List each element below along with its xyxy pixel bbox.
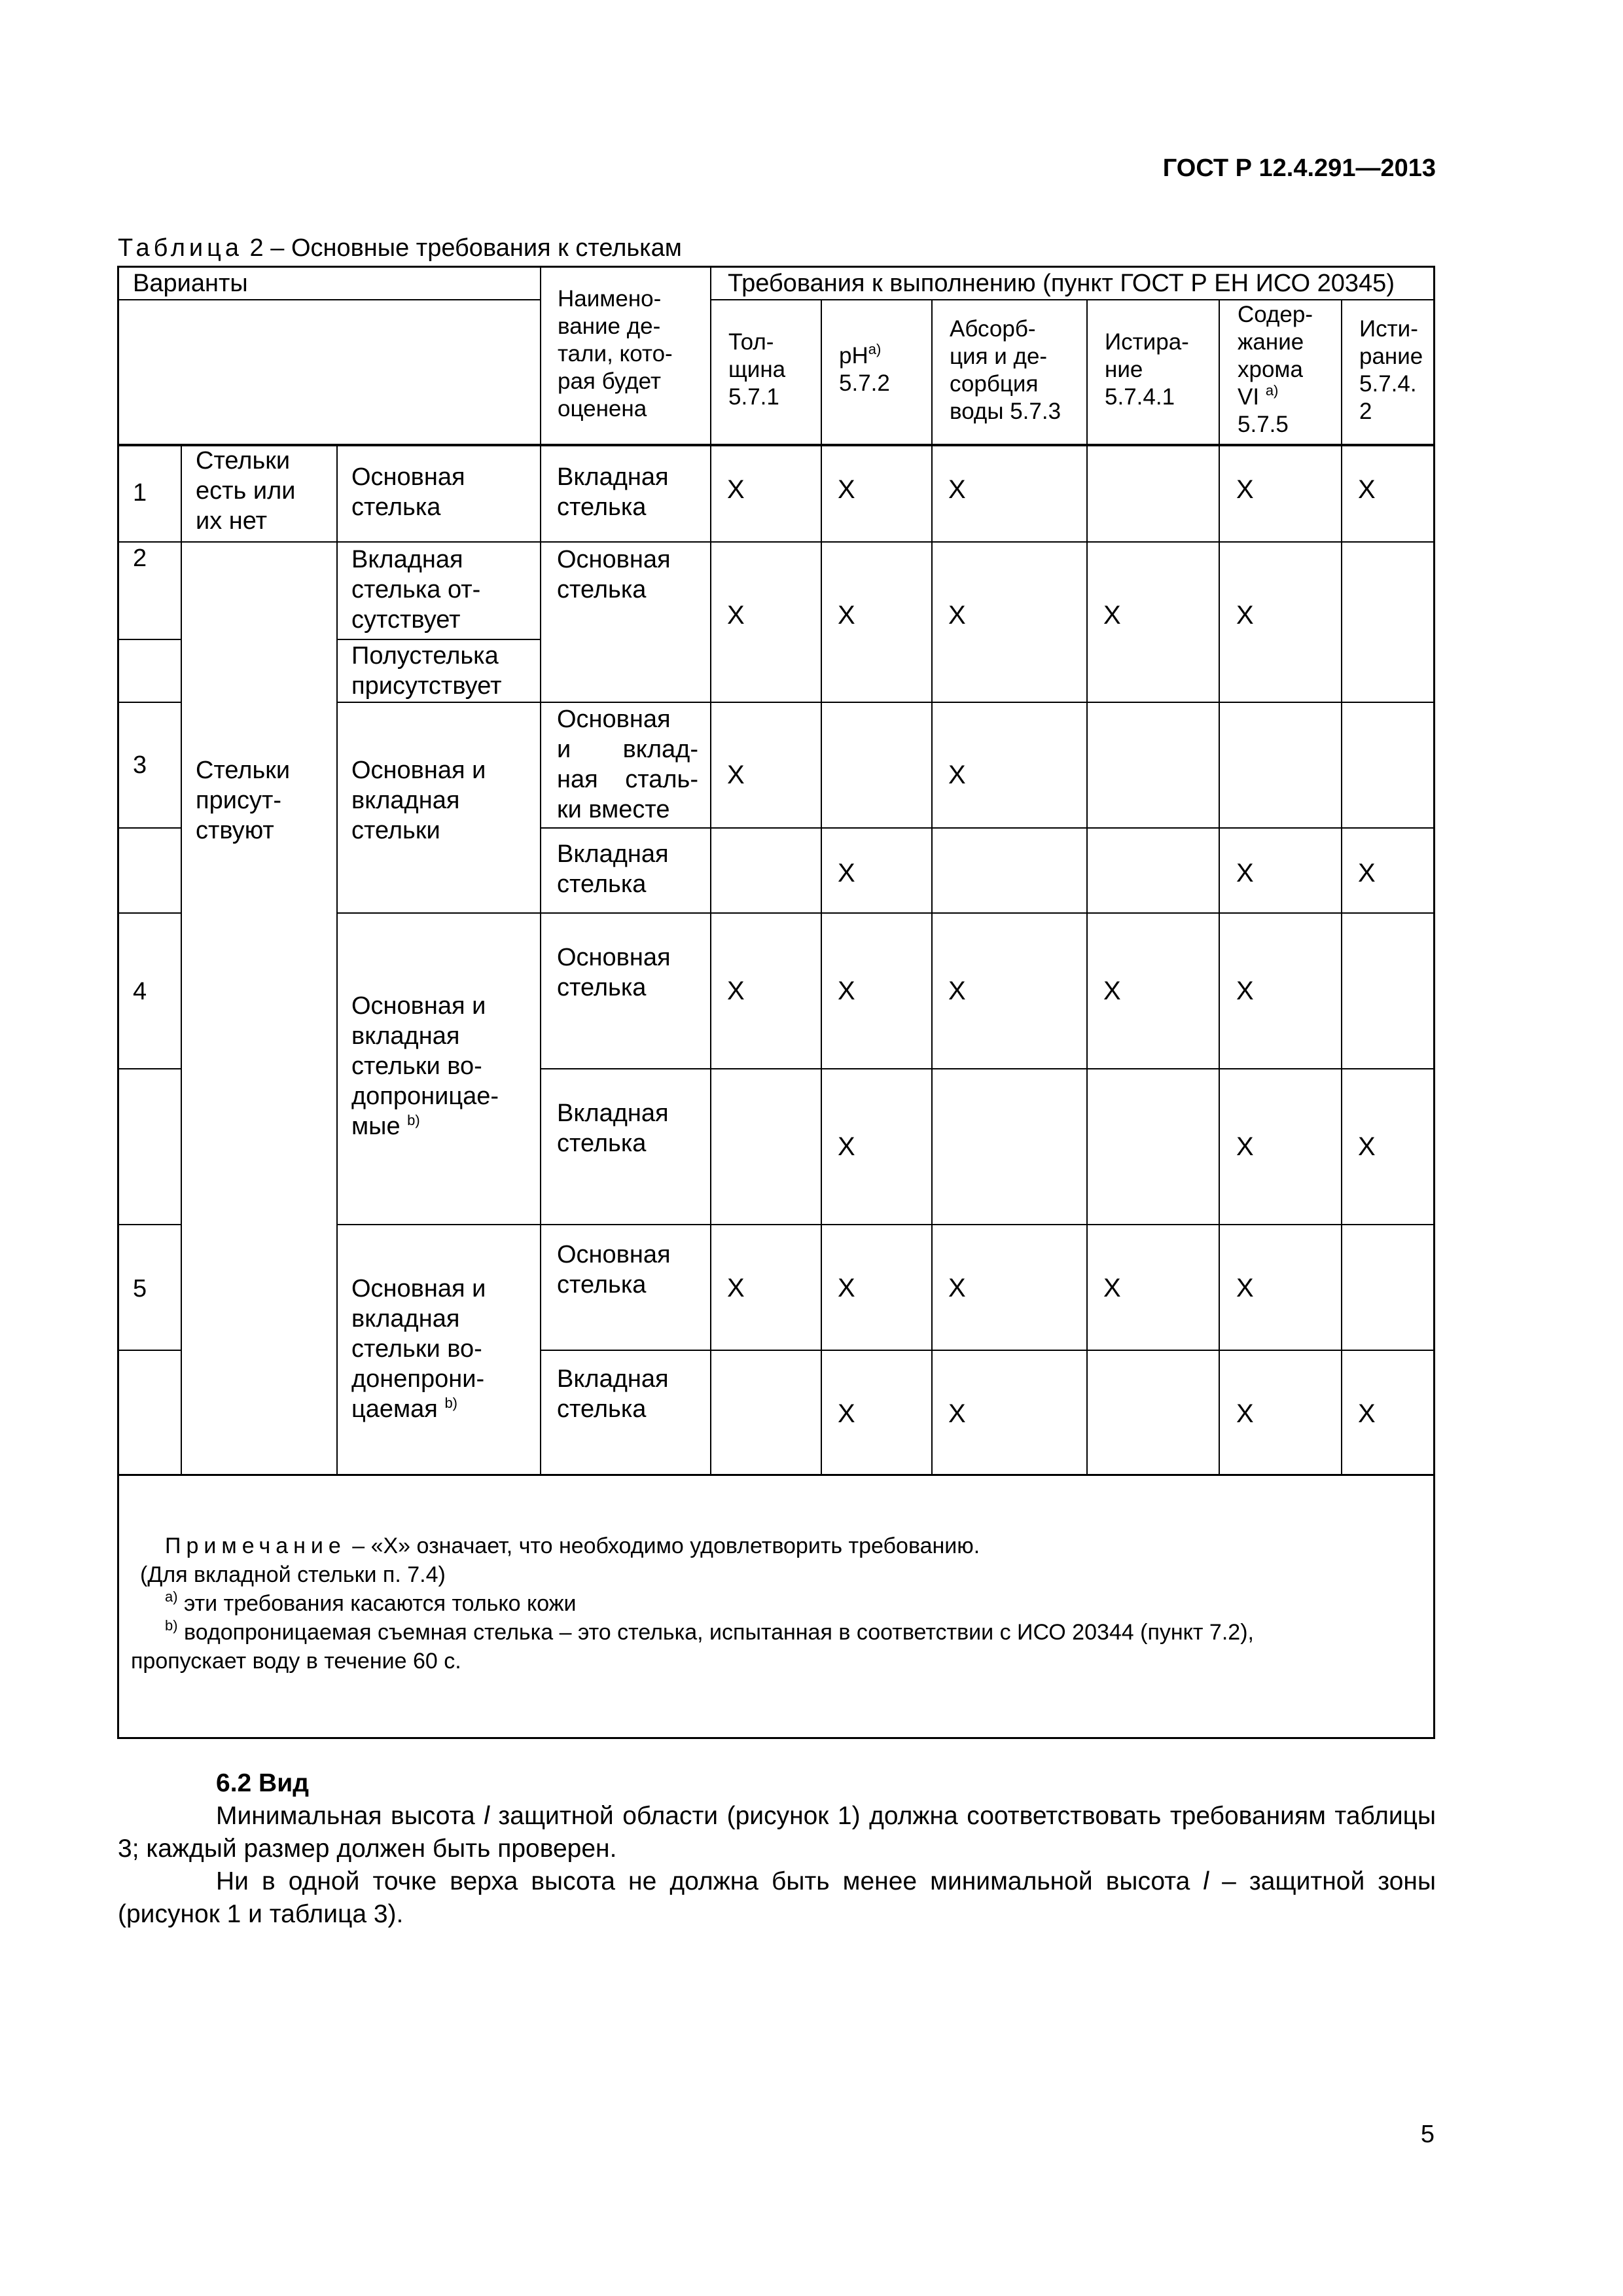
requirement-mark: X xyxy=(838,1399,855,1428)
requirement-mark: X xyxy=(948,761,966,789)
type-main-and-removable: Основная и вкладная стельки xyxy=(351,757,486,844)
requirement-mark: X xyxy=(1358,859,1376,888)
detail-cell: Основная стелька xyxy=(557,1241,671,1299)
header-col-abrasion-2: Исти- рание 5.7.4. 2 xyxy=(1359,316,1423,424)
row-number: 4 xyxy=(133,978,147,1005)
table-rule xyxy=(117,1068,181,1069)
row-number: 2 xyxy=(133,545,147,572)
header-detail-name: Наимено- вание де- тали, кото- рая будет оценена xyxy=(558,286,673,422)
requirement-mark: X xyxy=(838,977,855,1005)
type-water-permeable: Основная и вкладная стельки во- допроницае- мые $^{b)}$ xyxy=(351,992,499,1140)
table-rule xyxy=(1086,299,1088,1475)
table-rule xyxy=(336,1224,1435,1225)
type-half-insole: Полустелька присутствует xyxy=(351,642,502,700)
requirement-mark: X xyxy=(948,601,966,630)
requirement-mark: X xyxy=(1236,1132,1254,1161)
header-col-chromium: Содер- жание хрома VI $^{a)}$ 5.7.5 xyxy=(1238,302,1313,437)
row-number: 5 xyxy=(133,1275,147,1302)
table-rule xyxy=(117,1224,181,1225)
requirement-mark: X xyxy=(1236,977,1254,1005)
document-code-header: ГОСТ Р 12.4.291—2013 xyxy=(1162,154,1436,182)
header-col-ph: $pH^{a)}$ 5.7.2 xyxy=(839,341,890,396)
table-rule xyxy=(181,444,182,1475)
requirement-mark: X xyxy=(727,1274,745,1302)
table-rule xyxy=(336,912,1435,914)
type-main-insole: Основная стелька xyxy=(351,463,465,521)
table-rule xyxy=(117,1350,181,1351)
table-rule xyxy=(821,299,822,1475)
group-insoles-present: Стельки присут- ствуют xyxy=(196,757,291,844)
detail-cell: Вкладная стелька xyxy=(557,1100,669,1157)
requirement-mark: X xyxy=(838,475,855,504)
row-number: 1 xyxy=(133,479,147,507)
table-border xyxy=(1433,266,1435,1739)
requirement-mark: X xyxy=(1236,859,1254,888)
table-border xyxy=(117,266,1435,268)
requirement-mark: X xyxy=(1103,601,1121,630)
table-rule xyxy=(117,299,540,300)
table-rule xyxy=(540,1068,1435,1069)
detail-cell: Основная стелька xyxy=(557,944,671,1001)
requirement-mark: X xyxy=(948,977,966,1005)
requirement-mark: X xyxy=(838,859,855,888)
requirement-mark: X xyxy=(727,977,745,1005)
table-caption-text: 2 – Основные требования к стелькам xyxy=(243,234,682,262)
header-col-abrasion-1: Истира- ние 5.7.4.1 xyxy=(1105,329,1189,410)
requirement-mark: X xyxy=(1236,475,1254,504)
detail-cell: Основная и вклад- ная сталь- ки вместе xyxy=(557,706,698,823)
detail-cell: Вкладная стелька xyxy=(557,463,669,521)
table-rule xyxy=(710,299,1435,300)
table-caption-prefix: Таблица xyxy=(118,234,243,262)
detail-cell: Вкладная стелька xyxy=(557,1365,669,1423)
table-rule xyxy=(540,1350,1435,1351)
row-number: 3 xyxy=(133,751,147,779)
requirement-mark: X xyxy=(838,1132,855,1161)
detail-cell: Основная стелька xyxy=(557,546,671,603)
table-rule xyxy=(336,444,338,1475)
table-note xyxy=(131,1532,1254,1676)
table-rule xyxy=(540,827,1435,829)
note-line: (Для вкладной стельки п. 7.4) xyxy=(140,1562,446,1587)
requirement-mark: X xyxy=(838,601,855,630)
type-water-impermeable: Основная и вкладная стельки во- донепрони- цаемая $^{b)}$ xyxy=(351,1275,486,1423)
table-rule xyxy=(336,639,540,640)
group-insoles-any: Стельки есть или их нет xyxy=(196,447,296,535)
table-rule xyxy=(1219,299,1220,1475)
table-caption xyxy=(118,234,682,262)
table-rule xyxy=(931,299,933,1475)
requirement-mark: X xyxy=(727,761,745,789)
requirement-mark: X xyxy=(948,1399,966,1428)
section-6-2 xyxy=(118,1767,1436,1931)
note-line: Примечание – «Х» означает, что необходимо удовлетворить требованию. xyxy=(165,1534,980,1558)
note-label: Примечание xyxy=(165,1534,346,1558)
table-rule xyxy=(1341,299,1342,1475)
requirement-mark: X xyxy=(1236,1274,1254,1302)
requirement-mark: X xyxy=(838,1274,855,1302)
header-col-absorption: Абсорб- ция и де- сорбция воды 5.7.3 xyxy=(950,316,1061,424)
note-line: $^{a)}$ эти требования касаются только кожи xyxy=(165,1588,577,1616)
section-heading: 6.2 Вид xyxy=(216,1769,309,1797)
table-rule xyxy=(117,444,1435,446)
table-rule xyxy=(540,266,541,1475)
requirement-mark: X xyxy=(1236,1399,1254,1428)
requirement-mark: X xyxy=(1358,1399,1376,1428)
header-variants: Варианты xyxy=(133,270,248,297)
section-paragraph: Минимальная высота l защитной области (рисунок 1) должна соответствовать требованиям таблицы 3; каждый размер должен быть проверен. xyxy=(118,1802,1436,1863)
requirement-mark: X xyxy=(1103,1274,1121,1302)
detail-cell: Вкладная стелька xyxy=(557,840,669,898)
table-rule xyxy=(117,639,181,640)
table-border xyxy=(117,1737,1435,1739)
table-rule xyxy=(117,827,181,829)
table-rule xyxy=(117,702,181,703)
table-rule xyxy=(336,702,1435,703)
requirement-mark: X xyxy=(948,1274,966,1302)
requirement-mark: X xyxy=(727,475,745,504)
section-paragraph: Ни в одной точке верха высота не должна быть менее минимальной высота l – защитной зоны (рисунок 1 и таблица 3). xyxy=(118,1867,1436,1928)
table-rule xyxy=(117,912,181,914)
requirement-mark: X xyxy=(1103,977,1121,1005)
table-rule xyxy=(117,541,1435,543)
requirement-mark: X xyxy=(1358,1132,1376,1161)
requirement-mark: X xyxy=(1236,601,1254,630)
type-no-removable-insole: Вкладная стелька от- сутствует xyxy=(351,546,481,634)
table-rule xyxy=(710,266,711,1475)
header-requirements: Требования к выполнению (пункт ГОСТ Р ЕН ИСО 20345) xyxy=(728,270,1395,297)
requirement-mark: X xyxy=(727,601,745,630)
table-border xyxy=(117,266,119,1739)
note-line: пропускает воду в течение 60 с. xyxy=(131,1649,461,1674)
page-number: 5 xyxy=(1420,2121,1435,2148)
note-line: $^{b)}$ водопроницаемая съемная стелька – это стелька, испытанная в соответствии с ИСО 20344 (пункт 7.2), xyxy=(165,1617,1254,1645)
requirement-mark: X xyxy=(1358,475,1376,504)
requirement-mark: X xyxy=(948,475,966,504)
header-col-thickness: Тол- щина 5.7.1 xyxy=(728,329,786,410)
table-rule xyxy=(117,1474,1435,1476)
